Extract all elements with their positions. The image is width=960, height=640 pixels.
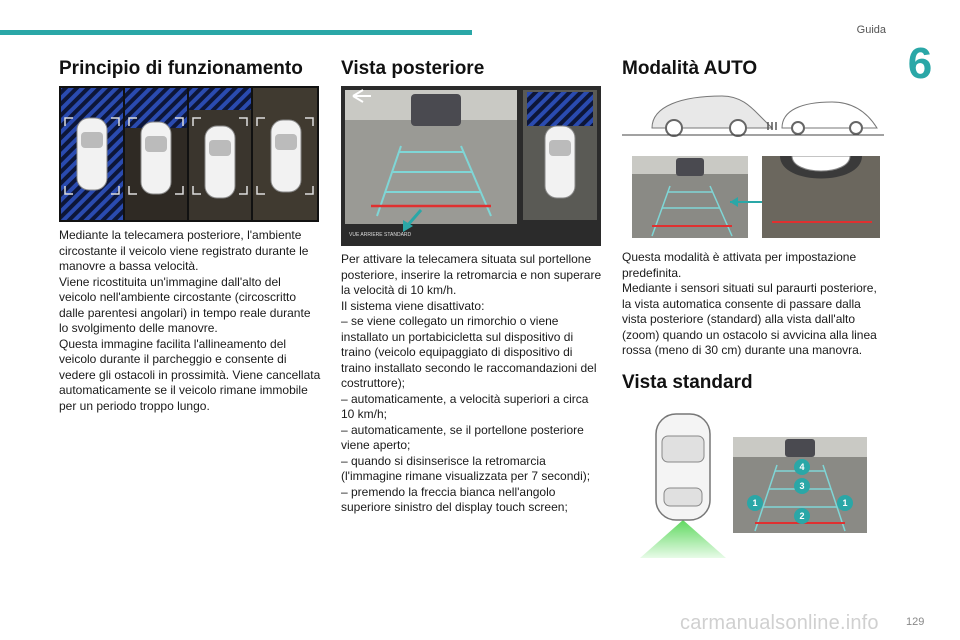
chapter-number: 6 — [907, 39, 933, 88]
title-modalita-auto: Modalità AUTO — [622, 58, 758, 79]
marker-1-right: 1 — [842, 498, 848, 508]
column-principio — [59, 58, 321, 80]
column-modalita-auto — [622, 58, 884, 80]
marker-1-left: 1 — [752, 498, 758, 508]
figure-standard-car-top — [636, 412, 730, 558]
camera-field-cone — [640, 520, 726, 558]
section-label: Guida — [856, 24, 886, 36]
figure-standard-view-screen — [733, 437, 867, 533]
marker-2: 2 — [799, 511, 805, 521]
text-principio: Mediante la telecamera posteriore, l'ambiente circostante il veicolo viene registrato durante le manovre a bassa velocità. Viene ricostituita un'immagine dall'alto del veicolo nell'ambiente circostante (circoscritto dalle parentesi angolari) in tempo reale durante lo svolgimento delle manovre. Questa immagine facilita l'allineamento del veicolo durante il parcheggio e consente di vedere gli ostacoli in prossimità. Viene cancellata automaticamente se il veicolo rimane immobile per un periodo troppo lungo. — [59, 228, 321, 413]
header-accent-bar — [0, 30, 472, 35]
figure-car-and-obstacle — [622, 88, 884, 140]
frame-2 — [125, 88, 187, 220]
column-vista-posteriore — [341, 58, 603, 80]
title-principio: Principio di funzionamento — [59, 58, 303, 79]
watermark: carmanualsonline.info — [680, 612, 879, 634]
marker-3: 3 — [799, 481, 805, 491]
title-vista-standard: Vista standard — [622, 372, 753, 393]
figure-top-view-sequence — [59, 86, 319, 222]
figure-rear-view-screen — [341, 86, 601, 246]
text-modalita-auto: Questa modalità è attivata per impostazione predefinita. Mediante i sensori situati sul paraurti posteriore, la vista automatica consente di passare dalla vista posteriore (standard) alla vista dall'alto (zoom) quando un ostacolo si avvicina alla linea rossa (meno di 30 cm) durante una manovra. — [622, 250, 877, 357]
screen-label: VUE ARRIERE STANDARD — [349, 232, 412, 238]
frame-4 — [253, 88, 317, 220]
figure-auto-switch — [632, 156, 882, 240]
frame-3 — [189, 88, 251, 220]
title-vista-posteriore: Vista posteriore — [341, 58, 485, 79]
text-vista-posteriore: Per attivare la telecamera situata sul portellone posteriore, inserire la retromarcia e non superare la velocità di 10 km/h. Il sistema viene disattivato: – se viene collegato un rimorchio o viene installato un portabicicletta sul dispositivo di traino (veicolo equipaggiato di dispositivo di traino installato secondo le raccomandazioni del costruttore); – automaticamente, a velocità superiori a circa 10 km/h; – automaticamente, se il portellone posteriore viene aperto; – quando si disinserisce la retromarcia (l'immagine rimane visualizzata per 7 secondi); – premendo la freccia bianca nell'angolo superiore sinistro del display touch screen; — [341, 252, 602, 514]
frame-1 — [61, 88, 123, 220]
marker-4: 4 — [799, 462, 805, 472]
page-number: 129 — [906, 616, 925, 628]
